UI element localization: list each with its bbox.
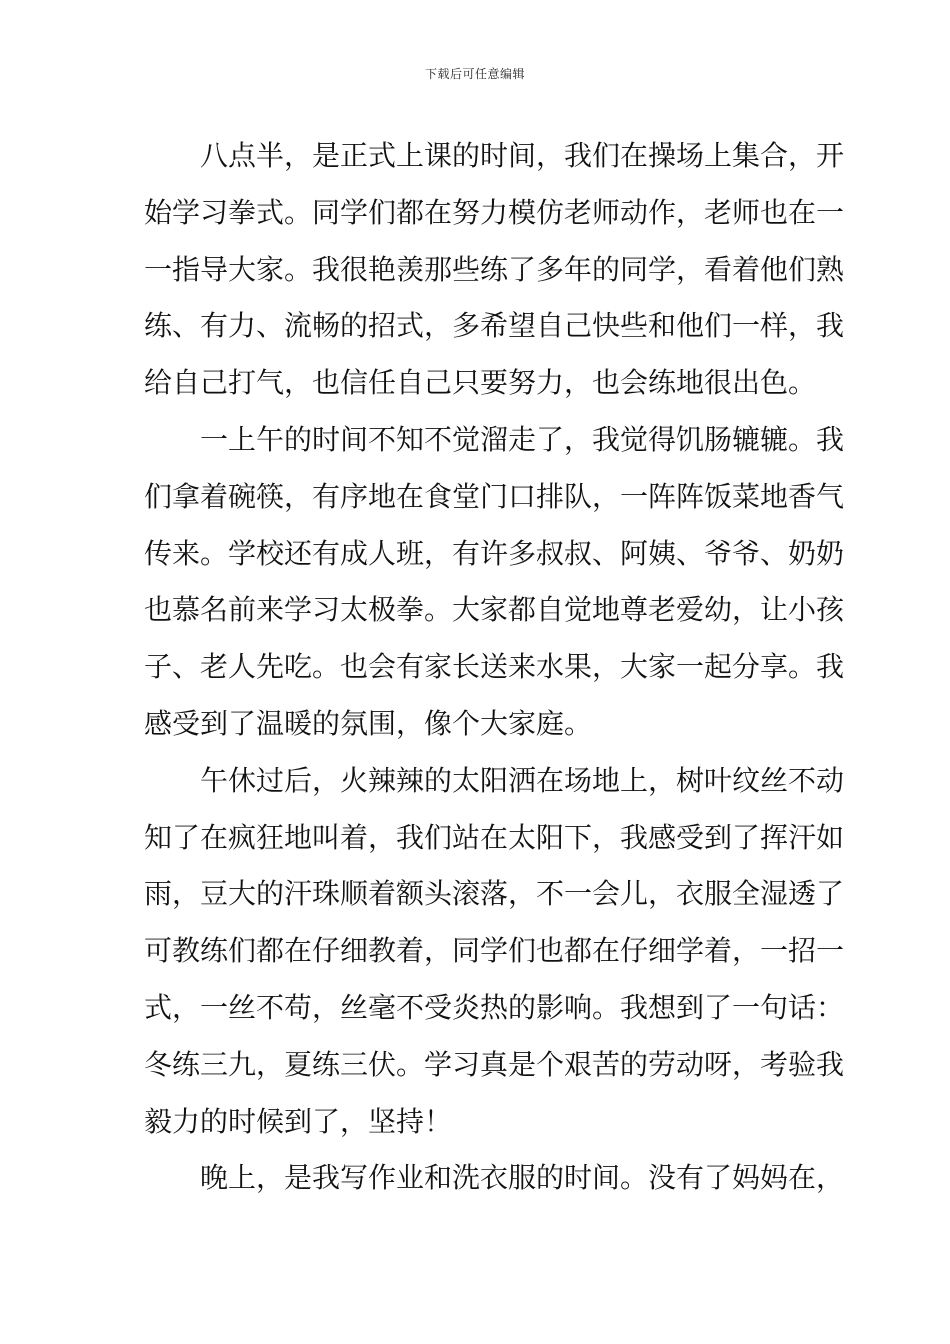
text-line: 式，一丝不苟，丝毫不受炎热的影响。我想到了一句话： (144, 990, 845, 1024)
header-note: 下载后可任意编辑 (424, 67, 525, 81)
text-line: 给自己打气，也信任自己只要努力，也会练地很出色。 (144, 366, 817, 400)
body-text (144, 128, 845, 1207)
text-line: 毅力的时候到了，坚持！ (144, 1104, 453, 1138)
text-line: 传来。学校还有成人班，有许多叔叔、阿姨、爷爷、奶奶 (144, 536, 845, 570)
text-line: 知了在疯狂地叫着，我们站在太阳下，我感受到了挥汗如 (144, 820, 845, 854)
text-line: 始学习拳式。同学们都在努力模仿老师动作，老师也在一 (144, 195, 845, 229)
text-line: 感受到了温暖的氛围，像个大家庭。 (144, 706, 593, 740)
text-line: 雨，豆大的汗珠顺着额头滚落，不一会儿，衣服全湿透了 (144, 877, 845, 911)
text-line: 可教练们都在仔细教着，同学们也都在仔细学着，一招一 (144, 934, 845, 968)
text-line: 练、有力、流畅的招式，多希望自己快些和他们一样，我 (144, 309, 845, 343)
text-line: 八点半，是正式上课的时间，我们在操场上集合，开 (200, 139, 845, 172)
text-line: 晚上，是我写作业和洗衣服的时间。没有了妈妈在， (200, 1161, 845, 1195)
text-line: 一指导大家。我很艳羡那些练了多年的同学，看着他们熟 (144, 252, 845, 286)
text-line: 午休过后，火辣辣的太阳洒在场地上，树叶纹丝不动 (200, 763, 845, 797)
text-line: 也慕名前来学习太极拳。大家都自觉地尊老爱幼，让小孩 (144, 593, 845, 627)
text-line: 子、老人先吃。也会有家长送来水果，大家一起分享。我 (144, 650, 845, 684)
text-line: 冬练三九，夏练三伏。学习真是个艰苦的劳动呀，考验我 (144, 1047, 845, 1081)
text-line: 一上午的时间不知不觉溜走了，我觉得饥肠辘辘。我 (200, 422, 845, 456)
text-line: 们拿着碗筷，有序地在食堂门口排队，一阵阵饭菜地香气 (144, 479, 845, 513)
